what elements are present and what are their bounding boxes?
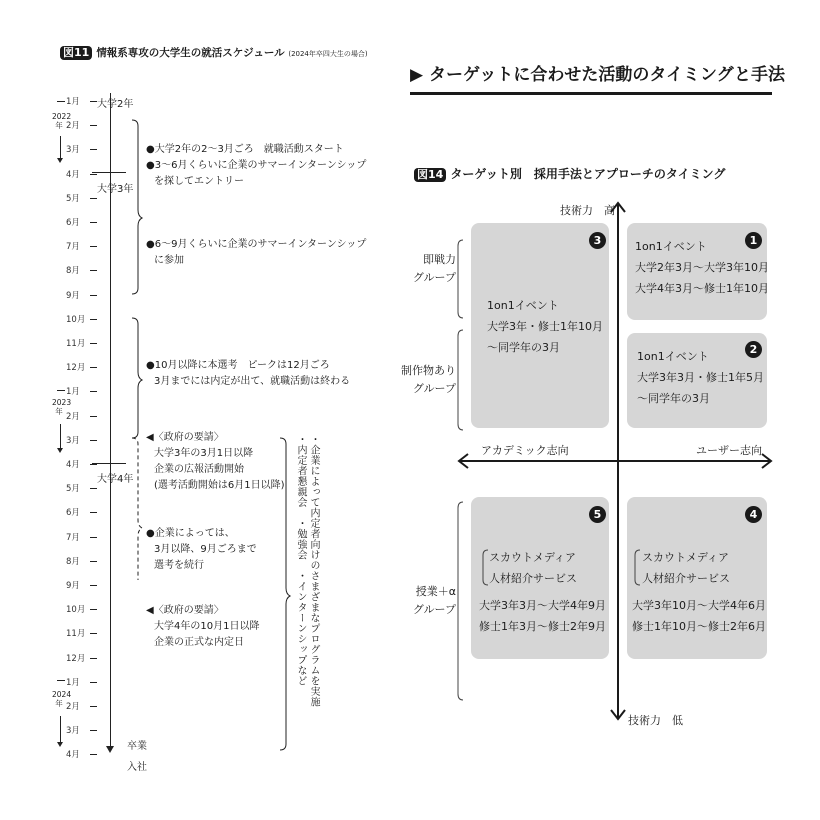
stage-label-year2: 大学2年 xyxy=(97,99,134,110)
month-label: 2月 xyxy=(66,411,80,422)
note-government-request-offer: ◀〈政府の要請〉 大学4年の10月1日以降 企業の正式な内定日 xyxy=(146,605,260,648)
fig14-title: ターゲット別 採用手法とアプローチのタイミング xyxy=(450,167,726,181)
quadrant-text-1: 1on1イベント 大学2年3月～大学3年10月 大学4年3月～修士1年10月 xyxy=(635,240,769,295)
quadrant-number-3: 3 xyxy=(589,232,606,249)
month-label: 5月 xyxy=(66,484,80,495)
quadrant-number-4: 4 xyxy=(745,506,762,523)
year-label-2023: 2023 年 xyxy=(52,398,72,416)
group-label-coursework: 授業＋α グループ xyxy=(412,585,456,616)
month-label: 1月 xyxy=(66,97,80,107)
month-label: 4月 xyxy=(66,169,80,180)
quadrant-number-1: 1 xyxy=(745,232,762,249)
stage-label-join: 入社 xyxy=(127,762,147,773)
axis-label-academic: アカデミック志向 xyxy=(481,444,569,457)
month-label: 2月 xyxy=(66,121,80,132)
month-label: 4月 xyxy=(66,750,80,761)
group-label-immediate: 即戦力 グループ xyxy=(412,253,456,284)
month-label: 5月 xyxy=(66,193,80,204)
section-heading-text: ターゲットに合わせた活動のタイミングと手法 xyxy=(429,65,785,85)
month-label: 7月 xyxy=(66,532,80,543)
month-label: 6月 xyxy=(66,508,80,519)
month-label: 4月 xyxy=(66,460,80,470)
note-government-request-pr: ◀〈政府の要請〉 大学3年の3月1日以降 企業の広報活動開始 (選考活動開始は6月1日以降) xyxy=(146,432,285,491)
year-label-2022: 2022 年 xyxy=(52,112,72,130)
month-label: 1月 xyxy=(66,387,80,398)
month-label: 3月 xyxy=(66,726,80,737)
note-continued-selection: ●企業によっては、 3月以降、9月ごろまで 選考を続行 xyxy=(146,528,257,571)
month-label: 1月 xyxy=(66,677,80,688)
quadrant-text-5: スカウトメディア 人材紹介サービス 大学3年3月～大学4年9月 修士1年3月～修士2年9月 xyxy=(479,551,606,633)
axis-label-tech-high: 技術力 高 xyxy=(560,204,615,217)
month-label: 11月 xyxy=(66,629,86,640)
month-label: 7月 xyxy=(66,242,80,253)
quadrant-number-2: 2 xyxy=(745,341,762,358)
month-label: 8月 xyxy=(66,266,80,277)
note-main-selection: ●10月以降に本選考 ピークは12月ごろ 3月までには内定が出て、就職活動は終わる xyxy=(146,360,351,387)
group-label-portfolio: 制作物あり グループ xyxy=(401,364,456,395)
triangle-bullet-icon: ▶ xyxy=(410,65,424,85)
axis-label-user: ユーザー志向 xyxy=(696,444,762,457)
note-summer-internship: ●6～9月くらいに企業のサマーインターンシップ に参加 xyxy=(146,239,367,266)
month-label: 9月 xyxy=(66,290,80,301)
stage-label-graduation: 卒業 xyxy=(127,741,147,752)
month-label: 12月 xyxy=(66,363,86,374)
quadrant-number-5: 5 xyxy=(589,506,606,523)
month-label: 8月 xyxy=(66,556,80,567)
stage-label-year3: 大学3年 xyxy=(97,184,134,195)
month-label: 11月 xyxy=(66,339,86,349)
month-label: 10月 xyxy=(66,605,86,616)
month-label: 3月 xyxy=(66,435,80,446)
fig11-subtitle: (2024年卒四大生の場合) xyxy=(288,50,368,58)
quadrant-text-2: 1on1イベント 大学3年3月・修士1年5月 ～同学年の3月 xyxy=(637,350,764,405)
fig11-title: 情報系専攻の大学生の就活スケジュール xyxy=(96,47,285,59)
note-job-hunt-start: ●大学2年の2～3月ごろ 就職活動スタート ●3～6月くらいに企業のサマーインターンシップ を探してエントリー xyxy=(146,144,367,187)
month-label: 10月 xyxy=(66,314,86,325)
stage-label-year4: 大学4年 xyxy=(97,474,134,485)
month-label: 12月 xyxy=(66,653,86,664)
quadrant-text-3: 1on1イベント 大学3年・修士1年10月 ～同学年の3月 xyxy=(487,299,603,354)
month-label: 9月 xyxy=(66,581,80,591)
fig11-badge: 図11 xyxy=(60,46,92,60)
fig14-badge: 図14 xyxy=(414,168,446,182)
year-label-2024: 2024 年 xyxy=(52,690,72,708)
month-label: 3月 xyxy=(66,145,80,156)
month-label: 6月 xyxy=(66,218,80,228)
month-label: 2月 xyxy=(66,702,80,712)
axis-label-tech-low: 技術力 低 xyxy=(628,714,683,727)
note-offer-programs-vertical: ・企業によって内定者向けのさまざまなプログラムを実施 ・内定者懇親会 ・勉強会 ・インターンシップなど xyxy=(295,434,319,707)
quadrant-text-4: スカウトメディア 人材紹介サービス 大学3年10月～大学4年6月 修士1年10月～修士2年6月 xyxy=(632,551,766,633)
